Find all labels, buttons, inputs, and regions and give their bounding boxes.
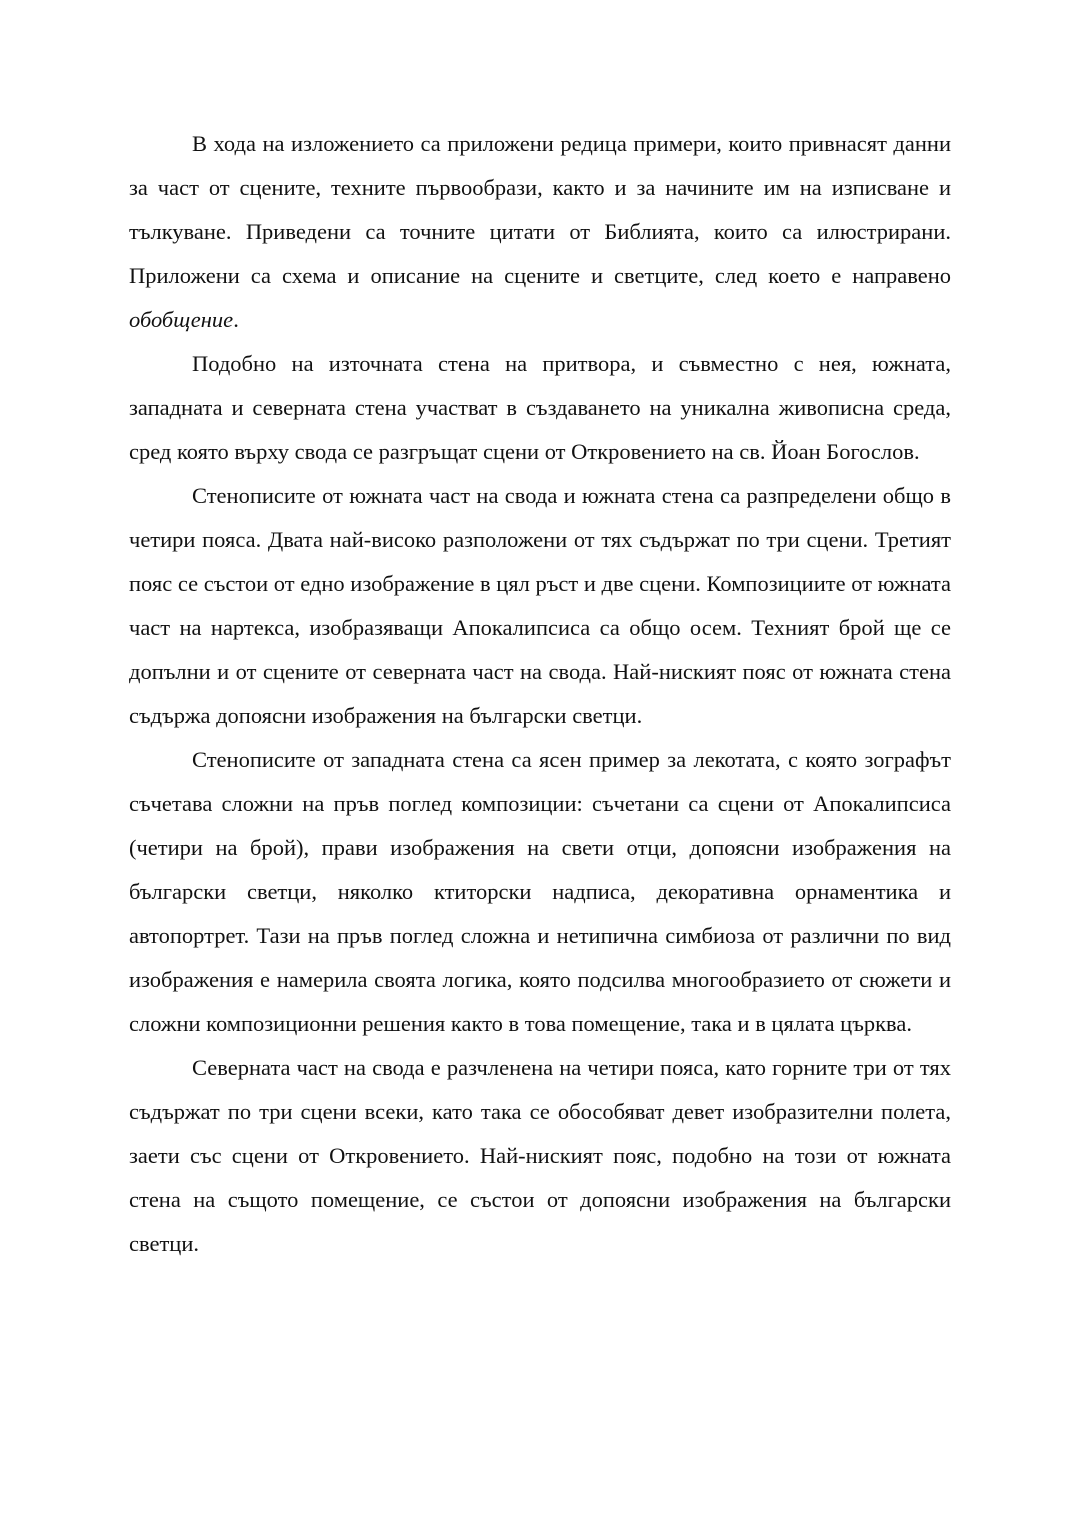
paragraph-1-text: В хода на изложението са приложени редица примери, които привнасят данни за част от сцените, техните първообрази, както и за начините им на изписване и тълкуване. Приведени са точните цитати от Библията, които са илюстрирани. Приложени са схема и описание на сцените и светците, след което е направено bbox=[129, 131, 951, 288]
paragraph-1-tail: . bbox=[233, 307, 239, 332]
paragraph-5-text: Северната част на свода е разчленена на четири пояса, като горните три от тях съдържат по три сцени всеки, като така се обособяват девет изобразителни полета, заети със сцени от Откровението. Най-ниският пояс, подобно на този от южната стена на същото помещение, се състои от допоясни изображения на български светци. bbox=[129, 1055, 951, 1256]
paragraph-1 bbox=[129, 122, 951, 342]
paragraph-1-italic: обобщение bbox=[129, 307, 234, 332]
paragraph-2-text: Подобно на източната стена на притвора, и съвместно с нея, южната, западната и северната стена участват в създаването на уникална живописна среда, сред която върху свода се разгръщат сцени от Откровението на св. Йоан Богослов. bbox=[129, 351, 951, 464]
paragraph-3-text: Стенописите от южната част на свода и южната стена са разпределени общо в четири пояса. Двата най-високо разположени от тях съдържат по три сцени. Третият пояс се състои от едно изображение в цял ръст и две сцени. Композициите от южната част на нартекса, изобразяващи Апокалипсиса са общо осем. Техният брой ще се допълни и от сцените от северната част на свода. Най-ниският пояс от южната стена съдържа допоясни изображения на български светци. bbox=[129, 483, 951, 728]
paragraph-5 bbox=[129, 1046, 951, 1266]
paragraph-4 bbox=[129, 738, 951, 1046]
document-page bbox=[129, 122, 951, 1266]
paragraph-2 bbox=[129, 342, 951, 474]
paragraph-3 bbox=[129, 474, 951, 738]
paragraph-4-text: Стенописите от западната стена са ясен пример за лекотата, с която зографът съчетава сложни на пръв поглед композиции: съчетани са сцени от Апокалипсиса (четири на брой), прави изображения на свети отци, допоясни изображения на български светци, няколко ктиторски надписа, декоративна орнаментика и автопортрет. Тази на пръв поглед сложна и нетипична симбиоза от различни по вид изображения е намерила своята логика, която подсилва многообразието от сюжети и сложни композиционни решения както в това помещение, така и в цялата църква. bbox=[129, 747, 951, 1036]
